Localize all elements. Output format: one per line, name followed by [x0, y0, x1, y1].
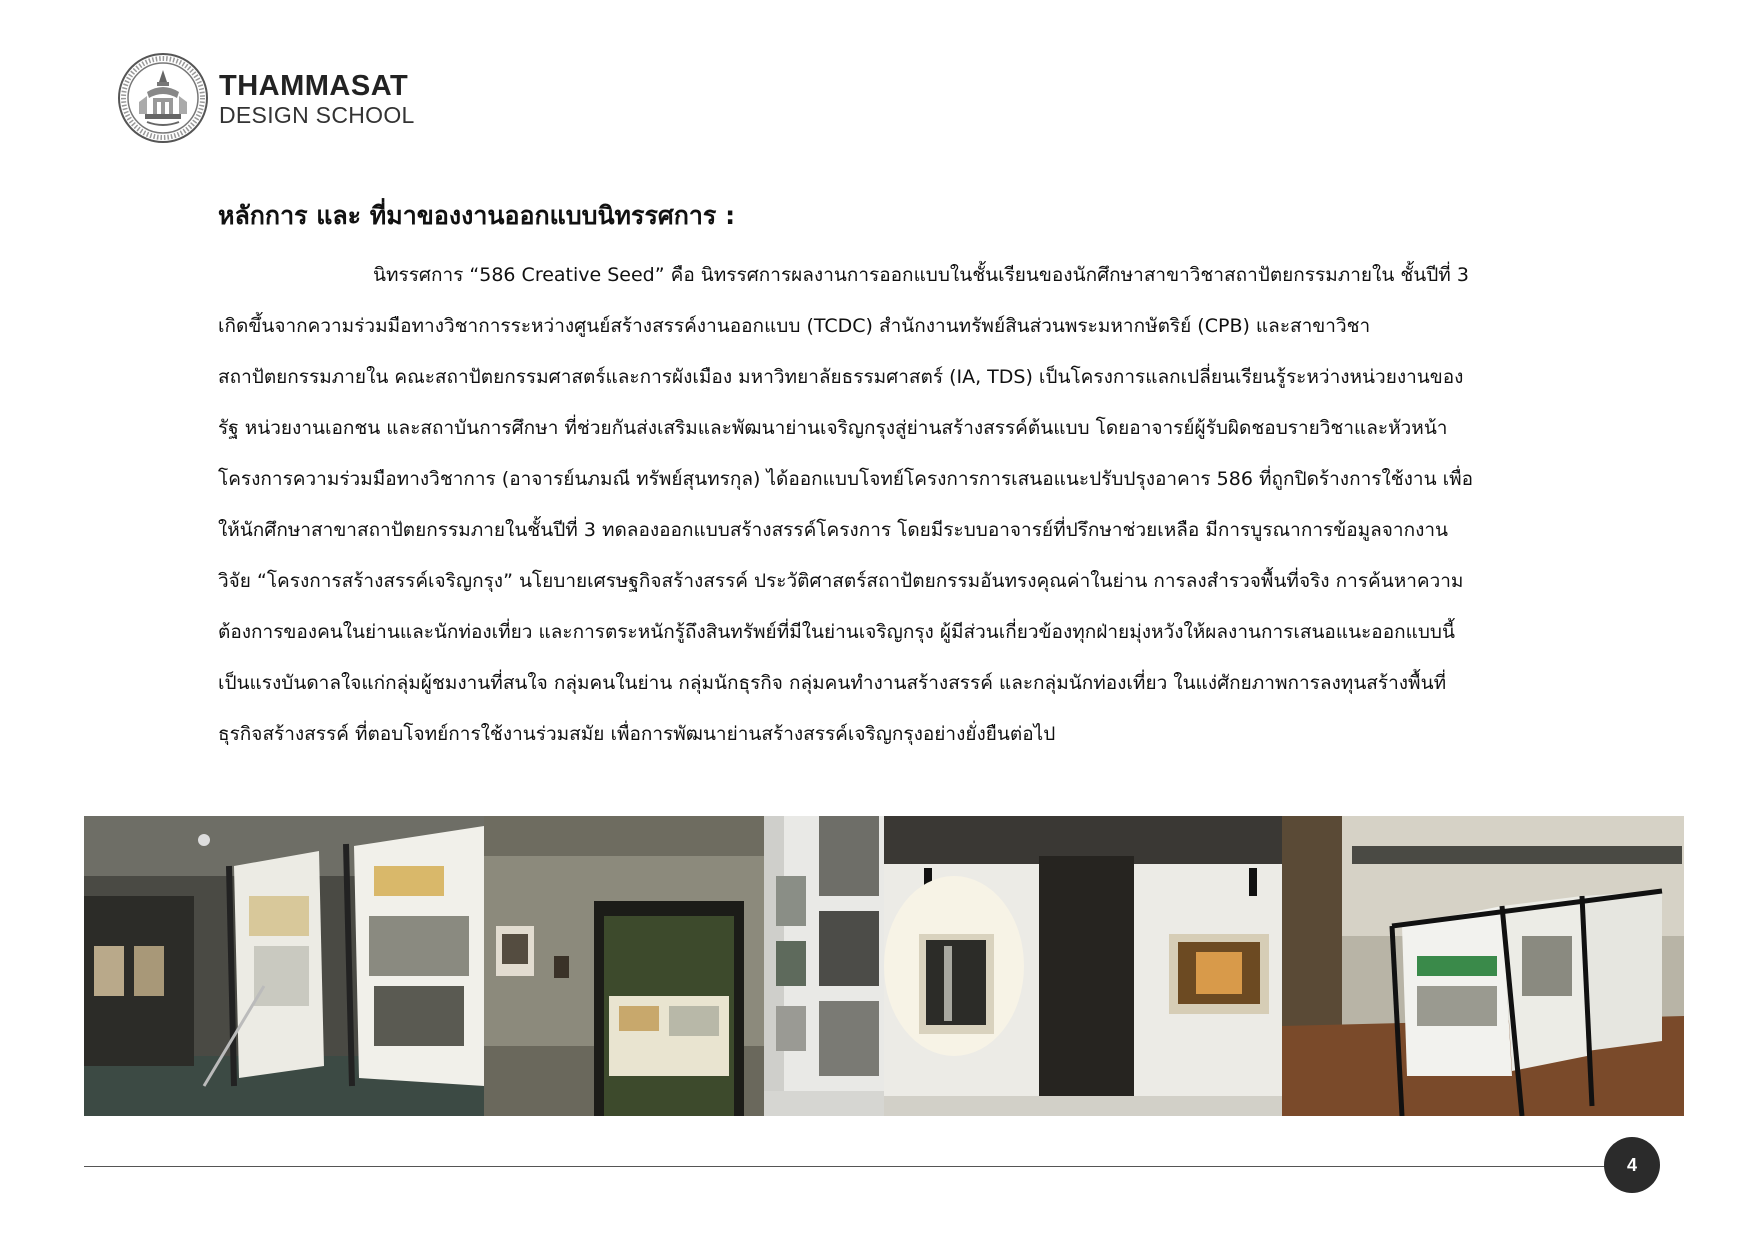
exhibition-photo-doorway — [484, 816, 764, 1116]
exhibition-photo-hall — [84, 816, 484, 1116]
paragraph-line: ให้นักศึกษาสาขาสถาปัตยกรรมภายในชั้นปีที่ 3 ทดลองออกแบบสร้างสรรค์โครงการ โดยมีระบบอาจารย์ที่ปรึกษาช่วยเหลือ มีการบูรณาการข้อมูลจากงาน — [218, 519, 1449, 541]
paragraph-line: ต้องการของคนในย่านและนักท่องเที่ยว และการตระหนักรู้ถึงสินทรัพย์ที่มีในย่านเจริญกรุง ผู้มีส่วนเกี่ยวข้องทุกฝ่ายมุ่งหวังให้ผลงานการเสนอแนะออกแบบนี้ — [218, 621, 1455, 643]
brand-name: THAMMASAT — [219, 70, 409, 102]
paragraph-line: วิจัย “โครงการสร้างสรรค์เจริญกรุง” นโยบายเศรษฐกิจสร้างสรรค์ ประวัติศาสตร์สถาปัตยกรรมอันทรงคุณค่าในย่าน การลงสำรวจพื้นที่จริง การค้นหาความ — [218, 570, 1464, 592]
school-logo — [117, 52, 417, 144]
paragraph-line: เป็นแรงบันดาลใจแก่กลุ่มผู้ชมงานที่สนใจ กลุ่มคนในย่าน กลุ่มนักธุรกิจ กลุ่มคนทำงานสร้างสรรค์ และกลุ่มนักท่องเที่ยว ในแง่ศักยภาพการลงทุนสร้างพื้นที่ — [218, 672, 1447, 694]
paragraph-line: สถาปัตยกรรมภายใน คณะสถาปัตยกรรมศาสตร์และการผังเมือง มหาวิทยาลัยธรรมศาสตร์ (IA, TDS) เป็นโครงการแลกเปลี่ยนเรียนรู้ระหว่างหน่วยงานของ — [218, 366, 1464, 388]
paragraph-line: โครงการความร่วมมือทางวิชาการ (อาจารย์นภมณี ทรัพย์สุนทรกุล) ได้ออกแบบโจทย์โครงการการเสนอแนะปรับปรุงอาคาร 586 ที่ถูกปิดร้างการใช้งาน เพื่อ — [218, 468, 1474, 490]
body-paragraph — [218, 262, 1568, 772]
paragraph-line: นิทรรศการ “586 Creative Seed” คือ นิทรรศการผลงานการออกแบบในชั้นเรียนของนักศึกษาสาขาวิชาสถาปัตยกรรมภายใน ชั้นปีที่ 3 — [373, 264, 1469, 286]
exhibition-photo-spotlit-frames — [884, 816, 1282, 1116]
paragraph-line: รัฐ หน่วยงานเอกชน และสถาบันการศึกษา ที่ช่วยกันส่งเสริมและพัฒนาย่านเจริญกรุงสู่ย่านสร้างสรรค์ต้นแบบ โดยอาจารย์ผู้รับผิดชอบรายวิชาและหัวหน้า — [218, 417, 1448, 439]
page-number: 4 — [1604, 1137, 1660, 1193]
section-title: หลักการ และ ที่มาของงานออกแบบนิทรรศการ : — [218, 201, 736, 230]
paragraph-line: เกิดขึ้นจากความร่วมมือทางวิชาการระหว่างศูนย์สร้างสรรค์งานออกแบบ (TCDC) สำนักงานทรัพย์สินส่วนพระมหากษัตริย์ (CPB) และสาขาวิชา — [218, 315, 1371, 337]
brand-subtitle: DESIGN SCHOOL — [219, 102, 415, 128]
footer-divider — [84, 1166, 1624, 1167]
exhibition-photo-strip — [84, 816, 1684, 1116]
exhibition-photo-gallery-wall — [764, 816, 884, 1116]
university-seal-icon — [117, 52, 209, 144]
exhibition-photo-aframe-boards — [1282, 816, 1684, 1116]
paragraph-line: ธุรกิจสร้างสรรค์ ที่ตอบโจทย์การใช้งานร่วมสมัย เพื่อการพัฒนาย่านสร้างสรรค์เจริญกรุงอย่างยั่งยืนต่อไป — [218, 723, 1056, 745]
